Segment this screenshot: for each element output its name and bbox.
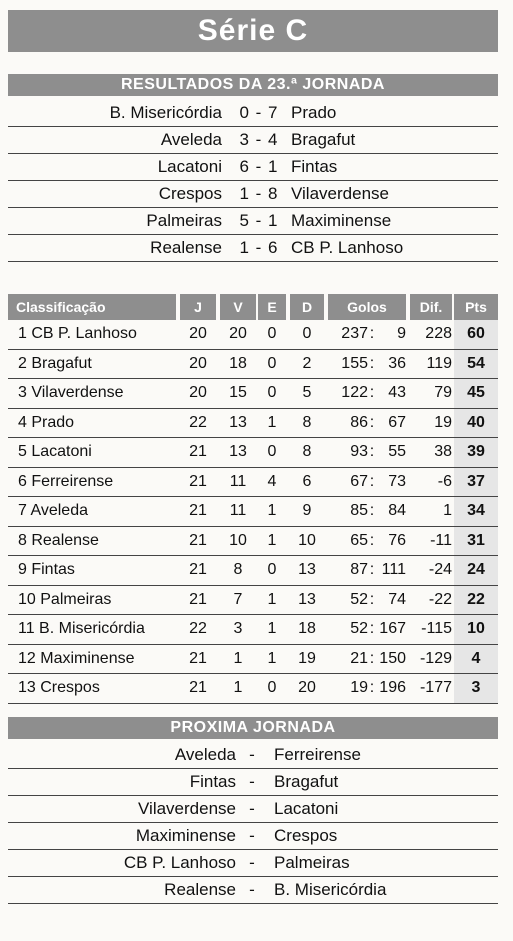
away-team: Palmeiras	[274, 853, 350, 872]
wins: 8	[233, 561, 243, 578]
team-name: 10 Palmeiras	[18, 590, 112, 608]
header-e: E	[258, 294, 286, 320]
team-name: 11 B. Misericórdia	[18, 620, 145, 637]
losses: 0	[302, 325, 312, 342]
points: 10	[454, 615, 498, 644]
goals-separator: :	[369, 443, 375, 460]
table-row	[8, 556, 498, 586]
goals-against: 150	[379, 649, 406, 667]
team-name: 9 Fintas	[18, 561, 75, 578]
goals-separator: :	[369, 590, 375, 608]
home-team: CB P. Lanhoso	[123, 853, 236, 872]
team-name: 5 Lacatoni	[18, 443, 92, 460]
goals-separator: :	[369, 472, 375, 490]
goals-for: 93	[350, 443, 368, 460]
goals-for: 52	[350, 590, 368, 608]
games-played: 21	[189, 590, 207, 608]
goals-against: 36	[388, 354, 406, 372]
wins: 11	[229, 502, 247, 519]
fixture-separator: -	[249, 853, 255, 872]
team-name: 12 Maximinense	[18, 649, 135, 667]
away-team: Fintas	[291, 157, 338, 176]
goals-against: 43	[388, 384, 406, 401]
fixture-row	[8, 742, 498, 769]
away-team: Ferreirense	[274, 745, 361, 764]
home-team: Aveleda	[160, 130, 222, 149]
goal-difference: 119	[426, 354, 452, 372]
draws: 0	[267, 679, 277, 696]
points: 3	[454, 674, 498, 703]
goals-for: 65	[350, 531, 368, 549]
points: 40	[454, 409, 498, 438]
header-j: J	[180, 294, 216, 320]
games-played: 21	[189, 472, 207, 490]
fixture-row	[8, 769, 498, 796]
table-row	[8, 674, 498, 704]
score: 1 - 6	[239, 238, 279, 257]
points: 24	[454, 556, 498, 585]
fixture-separator: -	[249, 772, 255, 791]
header-goals: Golos	[328, 294, 406, 320]
table-row	[8, 497, 498, 527]
home-team: Aveleda	[174, 745, 236, 764]
team-name: 3 Vilaverdense	[18, 384, 124, 401]
draws: 1	[267, 531, 277, 549]
games-played: 21	[189, 502, 207, 519]
home-team: Palmeiras	[146, 211, 222, 230]
home-team: B. Misericórdia	[109, 103, 222, 122]
goal-difference: -24	[428, 561, 452, 578]
table-row	[8, 379, 498, 409]
goals-against: 9	[397, 325, 406, 342]
goals-against: 73	[388, 472, 406, 490]
result-row	[8, 154, 498, 181]
wins: 20	[229, 325, 247, 342]
draws: 0	[267, 443, 277, 460]
draws: 1	[267, 502, 277, 519]
goals-separator: :	[369, 413, 375, 431]
fixture-separator: -	[249, 799, 255, 818]
score: 6 - 1	[239, 157, 279, 176]
results-list	[8, 100, 498, 262]
score: 0 - 7	[239, 103, 279, 122]
points: 39	[454, 438, 498, 467]
table-row	[8, 409, 498, 439]
goals-separator: :	[369, 502, 375, 519]
goals-against: 74	[388, 590, 406, 608]
team-name: 4 Prado	[18, 413, 75, 431]
draws: 1	[267, 649, 277, 667]
goals-for: 52	[350, 620, 368, 637]
table-row	[8, 438, 498, 468]
wins: 10	[229, 531, 247, 549]
losses: 9	[302, 502, 312, 519]
wins: 13	[229, 443, 247, 460]
goals-separator: :	[369, 649, 375, 667]
table-row	[8, 527, 498, 557]
away-team: CB P. Lanhoso	[291, 238, 404, 257]
games-played: 20	[189, 325, 207, 342]
next-round-list	[8, 742, 498, 904]
fixture-row	[8, 877, 498, 904]
draws: 1	[267, 620, 277, 637]
losses: 13	[298, 561, 316, 578]
goals-separator: :	[369, 620, 375, 637]
goals-against: 111	[381, 561, 406, 578]
games-played: 21	[189, 531, 207, 549]
team-name: 2 Bragafut	[18, 354, 92, 372]
standings-header	[8, 294, 498, 320]
table-row	[8, 615, 498, 645]
draws: 0	[267, 325, 277, 342]
away-team: Vilaverdense	[291, 184, 389, 203]
away-team: Maximinense	[291, 211, 392, 230]
team-name: 7 Aveleda	[18, 502, 88, 519]
wins: 13	[229, 413, 247, 431]
goals-separator: :	[369, 384, 375, 401]
series-title: Série C	[8, 10, 498, 52]
losses: 13	[298, 590, 316, 608]
wins: 1	[233, 649, 243, 667]
goal-difference: 19	[434, 413, 452, 431]
home-team: Lacatoni	[157, 157, 222, 176]
result-row	[8, 208, 498, 235]
fixture-separator: -	[249, 826, 255, 845]
table-row	[8, 586, 498, 616]
goals-separator: :	[369, 354, 375, 372]
goal-difference: 38	[434, 443, 452, 460]
table-row	[8, 320, 498, 350]
header-team: Classificação	[8, 294, 176, 320]
goals-for: 21	[350, 649, 368, 667]
wins: 15	[229, 384, 247, 401]
away-team: B. Misericórdia	[274, 880, 387, 899]
draws: 0	[267, 561, 277, 578]
result-row	[8, 235, 498, 262]
losses: 10	[298, 531, 316, 549]
games-played: 20	[189, 384, 207, 401]
score: 3 - 4	[239, 130, 279, 149]
wins: 18	[229, 354, 247, 372]
result-row	[8, 100, 498, 127]
header-v: V	[220, 294, 256, 320]
wins: 11	[229, 472, 247, 490]
goal-difference: 1	[443, 502, 452, 519]
losses: 6	[302, 472, 312, 490]
score: 1 - 8	[239, 184, 279, 203]
losses: 8	[302, 443, 312, 460]
goals-separator: :	[369, 325, 375, 342]
losses: 20	[298, 679, 316, 696]
result-row	[8, 181, 498, 208]
goal-difference: 228	[425, 325, 452, 342]
points: 45	[454, 379, 498, 408]
table-row	[8, 645, 498, 675]
draws: 1	[267, 413, 277, 431]
goals-separator: :	[369, 561, 375, 578]
draws: 1	[267, 590, 277, 608]
home-team: Vilaverdense	[138, 799, 236, 818]
fixture-separator: -	[249, 745, 255, 764]
away-team: Bragafut	[291, 130, 356, 149]
points: 4	[454, 645, 498, 674]
home-team: Crespos	[158, 184, 222, 203]
result-row	[8, 127, 498, 154]
points: 54	[454, 350, 498, 379]
goals-for: 19	[350, 679, 368, 696]
fixture-row	[8, 796, 498, 823]
goals-for: 86	[350, 413, 368, 431]
team-name: 1 CB P. Lanhoso	[18, 325, 137, 342]
goals-separator: :	[369, 679, 375, 696]
goal-difference: -6	[437, 472, 452, 490]
goals-for: 67	[350, 472, 368, 490]
table-row	[8, 468, 498, 498]
draws: 4	[267, 472, 277, 490]
points: 22	[454, 586, 498, 615]
team-name: 13 Crespos	[18, 679, 100, 696]
fixture-row	[8, 823, 498, 850]
games-played: 21	[189, 679, 207, 696]
games-played: 22	[189, 620, 207, 637]
goals-against: 84	[388, 502, 406, 519]
header-dif: Dif.	[410, 294, 452, 320]
goal-difference: -129	[419, 649, 452, 667]
games-played: 21	[189, 649, 207, 667]
goal-difference: -115	[421, 620, 452, 637]
next-round-heading: PROXIMA JORNADA	[8, 717, 498, 739]
points: 31	[454, 527, 498, 556]
away-team: Prado	[291, 103, 337, 122]
draws: 0	[267, 354, 277, 372]
fixture-separator: -	[249, 880, 255, 899]
losses: 8	[302, 413, 312, 431]
goals-against: 76	[388, 531, 406, 549]
goals-for: 237	[341, 325, 368, 342]
goals-for: 87	[350, 561, 368, 578]
wins: 1	[233, 679, 243, 696]
goal-difference: -22	[428, 590, 452, 608]
goals-for: 85	[350, 502, 368, 519]
losses: 2	[302, 354, 312, 372]
table-row	[8, 350, 498, 380]
fixture-row	[8, 850, 498, 877]
games-played: 21	[189, 561, 207, 578]
points: 34	[454, 497, 498, 526]
away-team: Bragafut	[274, 772, 339, 791]
home-team: Fintas	[189, 772, 236, 791]
team-name: 8 Realense	[18, 531, 99, 549]
wins: 3	[233, 620, 243, 637]
losses: 18	[298, 620, 316, 637]
goals-separator: :	[369, 531, 375, 549]
games-played: 21	[189, 443, 207, 460]
losses: 5	[302, 384, 312, 401]
score: 5 - 1	[239, 211, 279, 230]
team-name: 6 Ferreirense	[18, 472, 114, 490]
games-played: 22	[189, 413, 207, 431]
results-heading: RESULTADOS DA 23.ª JORNADA	[8, 74, 498, 96]
games-played: 20	[189, 354, 207, 372]
goal-difference: -11	[430, 531, 452, 549]
goal-difference: -177	[419, 679, 452, 696]
goals-against: 196	[379, 679, 406, 696]
goals-for: 122	[341, 384, 368, 401]
home-team: Realense	[150, 238, 222, 257]
points: 60	[454, 320, 498, 349]
goals-for: 155	[341, 354, 368, 372]
standings-body	[8, 320, 498, 704]
losses: 19	[298, 649, 316, 667]
wins: 7	[233, 590, 243, 608]
goals-against: 67	[388, 413, 406, 431]
header-pts: Pts	[454, 294, 498, 320]
points: 37	[454, 468, 498, 497]
home-team: Realense	[164, 880, 236, 899]
goals-against: 167	[379, 620, 406, 637]
goals-against: 55	[388, 443, 406, 460]
draws: 0	[267, 384, 277, 401]
standings-table	[8, 294, 498, 704]
goal-difference: 79	[434, 384, 452, 401]
header-d: D	[290, 294, 324, 320]
away-team: Lacatoni	[274, 799, 339, 818]
away-team: Crespos	[274, 826, 338, 845]
home-team: Maximinense	[135, 826, 236, 845]
